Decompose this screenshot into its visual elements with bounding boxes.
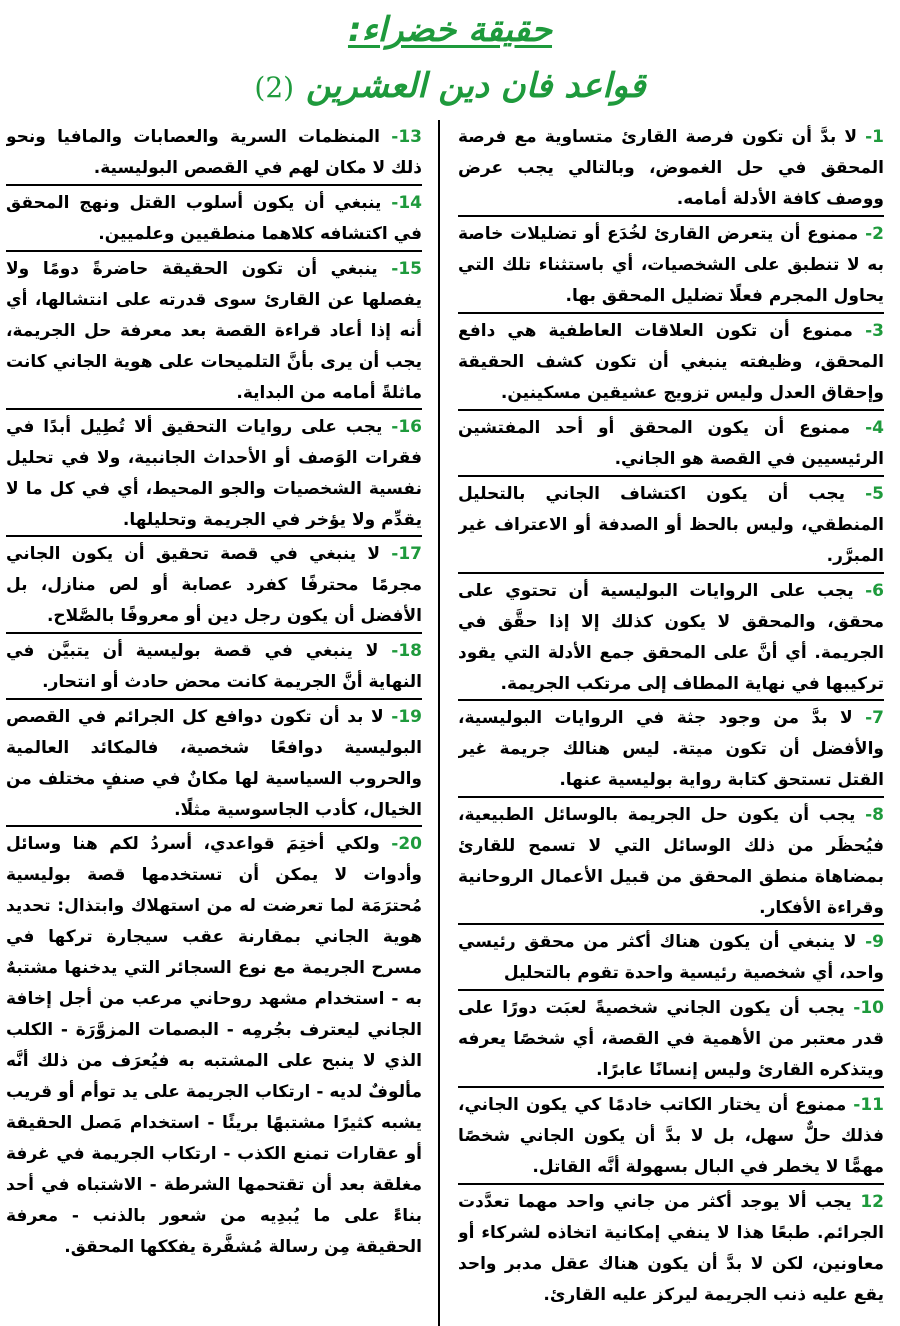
rule-19: 19- لا بد أن تكون دوافع كل الجرائم في القصص البوليسية دوافعًا شخصية، فالمكائد العالمية والحروب السياسية لها مكانٌ في صنفٍ مختلف من الخيال، كأدب الجاسوسية مثلًا. [6, 700, 422, 827]
rule-13: 13- المنظمات السرية والعصابات والمافيا ونحو ذلك لا مكان لهم في القصص البوليسية. [6, 120, 422, 186]
rule-15: 15- ينبغي أن تكون الحقيقة حاضرةً دومًا ولا يفصلها عن القارئ سوى قدرته على انتشالها، أي أنه إذا أعاد قراءة القصة بعد معرفة حل الجريمة، يجب أن يرى بأنَّ التلميحات على هوية الجاني كانت ماثلةً أمامه من البداية. [6, 252, 422, 410]
rule-5: 5- يجب أن يكون اكتشاف الجاني بالتحليل المنطقي، وليس بالحظ أو الصدفة أو الاعتراف غير المبرَّر. [458, 477, 884, 574]
rule-6: 6- يجب على الروايات البوليسية أن تحتوي على محقق، والمحقق لا يكون كذلك إلا إذا حقَّق في الجريمة. أي أنَّ على المحقق جمع الأدلة التي يقود تركيبها في نهاية المطاف إلى مرتكب الجريمة. [458, 574, 884, 701]
rule-9: 9- لا ينبغي أن يكون هناك أكثر من محقق رئيسي واحد، أي شخصية رئيسية واحدة تقوم بالتحليل [458, 925, 884, 991]
rule-2: 2- ممنوع أن يتعرض القارئ لخُدَع أو تضليلات خاصة به لا تنطبق على الشخصيات، أي باستثناء تلك التي يحاول المجرم فعلًا تضليل المحقق بها. [458, 217, 884, 314]
rule-17: 17- لا ينبغي في قصة تحقيق أن يكون الجاني مجرمًا محترفًا كفرد عصابة أو لص منازل، بل الأفضل أن يكون رجل دين أو معروفًا بالصَّلاح. [6, 537, 422, 634]
rule-7: 7- لا بدَّ من وجود جثة في الروايات البوليسية، والأفضل أن تكون ميتة. ليس هنالك جريمة غير القتل تستحق كتابة رواية بوليسية عنها. [458, 701, 884, 798]
rule-10: 10- يجب أن يكون الجاني شخصيةً لعبَت دورًا على قدر معتبر من الأهمية في القصة، أي شخصًا يعرفه ويتذكره القارئ وليس إنسانًا عابرًا. [458, 991, 884, 1088]
page-title: حقيقة خضراء: [347, 10, 553, 50]
page-subtitle [0, 62, 900, 112]
subtitle-number: (2) [254, 71, 295, 104]
rule-12: 12 يجب ألا يوجد أكثر من جاني واحد مهما تعدَّدت الجرائم. طبعًا هذا لا ينفي إمكانية اتخاذه لشركاء أو معاونين، لكن لا بدَّ أن يكون هناك عقل مدبر واحد يقع عليه ذنب الجريمة ليركز عليه القارئ. [458, 1192, 884, 1305]
rule-11: 11- ممنوع أن يختار الكاتب خادمًا كي يكون الجاني، فذلك حلٌّ سهل، بل لا بدَّ أن يكون الجاني شخصًا مهمًّا لا يخطر في البال بسهولة أنَّه القاتل. [458, 1088, 884, 1185]
left-column [0, 120, 440, 1326]
right-column [448, 120, 900, 1326]
rule-16: 16- يجب على روايات التحقيق ألا تُطِيل أبدًا في فقرات الوَصف أو الأحداث الجانبية، ولا في تحليل نفسية الشخصيات والجو المحيط، أي في كل ما لا يقدِّم ولا يؤخر في الجريمة وتحليلها. [6, 410, 422, 537]
rule-14: 14- ينبغي أن يكون أسلوب القتل ونهج المحقق في اكتشافه كلاهما منطقيين وعلميين. [6, 186, 422, 252]
rule-1: 1- لا بدَّ أن تكون فرصة القارئ متساوية مع فرصة المحقق في حل الغموض، وبالتالي يجب عرض ووصف كافة الأدلة أمامه. [458, 120, 884, 217]
subtitle-text: قواعد فان دين العشرين [305, 66, 646, 106]
rule-3: 3- ممنوع أن تكون العلاقات العاطفية هي دافع المحقق، وظيفته ينبغي أن تكون كشف الحقيقة وإحقاق العدل وليس تزويج عشيقين مسكينين. [458, 314, 884, 411]
rule-4: 4- ممنوع أن يكون المحقق أو أحد المفتشين الرئيسيين في القصة هو الجاني. [458, 411, 884, 477]
rule-8: 8- يجب أن يكون حل الجريمة بالوسائل الطبيعية، فيُحظَر من ذلك الوسائل التي لا تسمح للقارئ بمضاهاة منطق المحقق من قبيل الأعمال الروحانية وقراءة الأفكار. [458, 798, 884, 925]
rule-20: 20- ولكي أختِمَ قواعدي، أسردُ لكم هنا وسائل وأدوات لا يمكن أن تستخدمها قصة بوليسية مُحترَمَة لما تعرضت له من استهلاك وابتذال: تحديد هوية الجاني بمقارنة عقب سيجارة تركها في مسرح الجريمة مع نوع السجائر التي يدخنها مشتبهٌ به - استخدام مشهد روحاني مرعب من أجل إخافة الجاني ليعترف بجُرمِه - البصمات المزوَّرَة - الكلب الذي لا ينبح على المشتبه به فيُعرَف من ذلك أنَّه مألوفٌ لديه - ارتكاب الجريمة على يد توأم أو قريب يشبه كثيرًا مشتبهًا بريئًا - استخدام مَصل الحقيقة أو عقارات تمنع الكذب - ارتكاب الجريمة في غرفة مغلقة بعد أن تقتحمها الشرطة - الاشتباه في أحد بناءً على ما يُبدِيه من شعور بالذنب - معرفة الحقيقة مِن رسالة مُشفَّرة يفككها المحقق. [6, 834, 422, 1257]
rule-18: 18- لا ينبغي في قصة بوليسية أن يتبيَّن في النهاية أنَّ الجريمة كانت محض حادث أو انتحار. [6, 634, 422, 700]
page-header [0, 0, 900, 118]
